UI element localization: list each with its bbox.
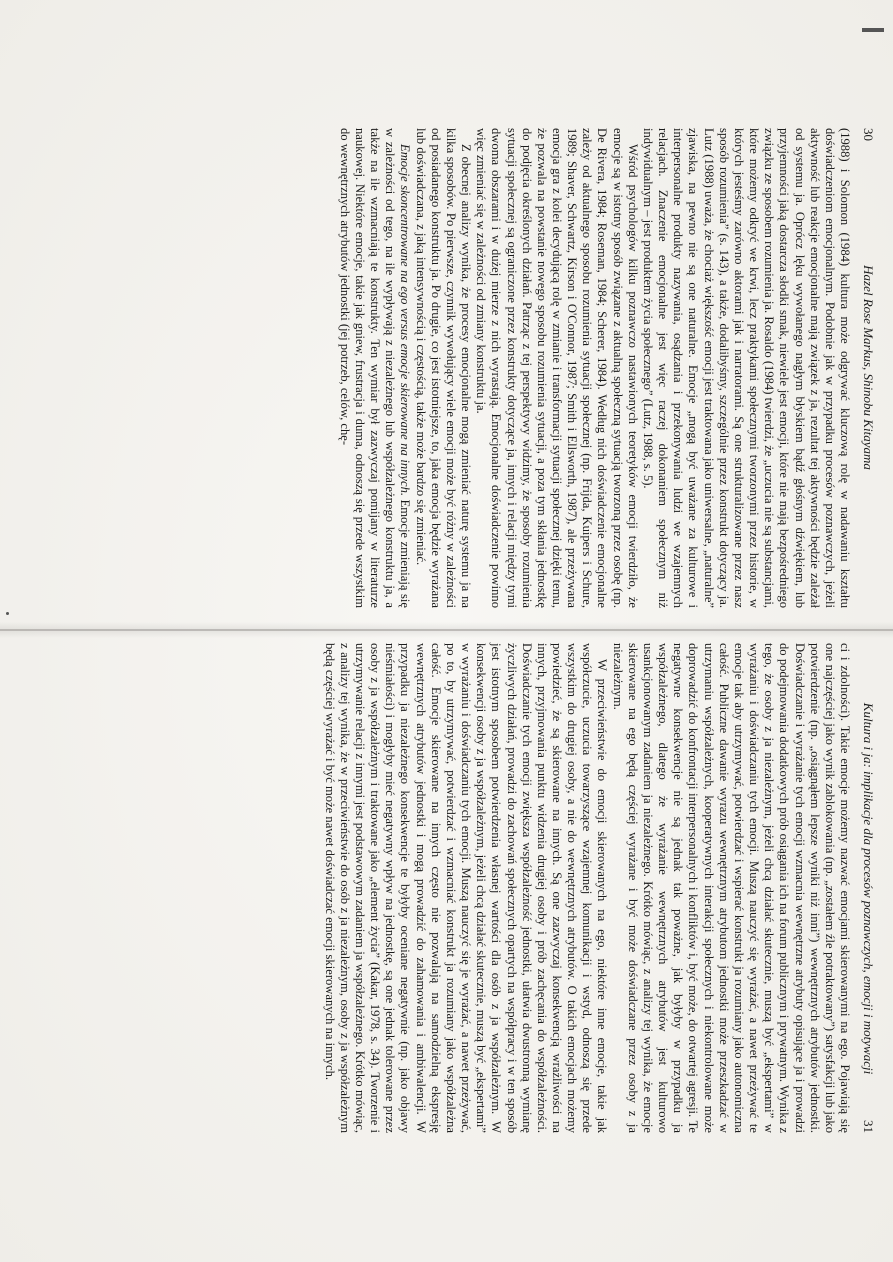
paragraph: W przeciwieństwie do emocji skierowanych na ego, niektóre inne emocje, takie jak współczucie, uczucia towarzyszące wzajemnej komunikacji i wstyd, odnoszą się przede wszystkim do drugiej osoby, a nie do wewnętrznych atrybutów. O takich emocjach możemy powiedzieć, że są skierowane na innych. Są one zazwyczaj konsekwencją wrażliwości na innych, przyjmowania punktu widzenia drugiej osoby i prób zachęcania do współzależności. Doświadczanie tych emocji zwiększa współzależność jednostki, ułatwia dwustronną wymianę życzliwych działań, prowadzi do zachowań społecznych opartych na współpracy i w ten sposób jest istotnym sposobem potwierdzenia własnej wartości dla osób z ja współzależnym. W konsekwencji osoby z ja współzależnym, jeżeli chcą działać skutecznie, muszą być „ekspertami” w wyrażaniu i doświadczaniu tych emocji. Muszą nauczyć się je wyrażać, a nawet przeżywać, po to, by utrzymywać, potwierdzać i wzmacniać konstrukt ja rozumiany jako współzależna całość. Emocje skierowane na innych często nie pozwalają na samodzielną ekspresję wewnętrznych atrybutów jednostki i mogą prowadzić do zahamowania i ambiwalencji. W przypadku ja niezależnego konsekwencje te byłyby oceniane negatywnie (np. jako objawy nieśmiałości) i mogłyby mieć negatywny wpływ na jednostkę, są one jednak tolerowane przez osoby z ja współzależnym i traktowane jako „element życia” (Kakar, 1978, s. 34). Tworzenie i utrzymywanie relacji z innymi jest podstawowym zadaniem ja współzależnego. Krótko mówiąc, z analizy tej wynika, że w przeciwieństwie do osób z ja niezależnym, osoby z ja współzależnym będą częściej wyrażać i być może nawet doświadczać emocji skierowanych na innych. xyxy=(322,643,610,1133)
page-30 xyxy=(0,0,893,629)
running-head: Kultura i ja: implikacje dla procesów poznawczych, emocji i motywacji xyxy=(861,702,876,1075)
page-30-header xyxy=(860,128,876,608)
page-number: 31 xyxy=(861,1119,876,1133)
page-30-body xyxy=(337,128,852,608)
page-31-body xyxy=(322,643,852,1133)
section-heading: Emocje skoncentrowane na ego versus emocje skierowane na innych. xyxy=(398,144,413,497)
page-fold xyxy=(0,629,893,631)
scan-artifact xyxy=(862,28,884,32)
paragraph: Z obecnej analizy wynika, że procesy emocjonalne mogą zmieniać naturę systemu ja na kilka sposobów. Po pierwsze, czynnik wywołujący wiele emocji może być różny w zależności od posiadanego konstruktu ja. Po drugie, co jest istotniejsze, to, jaka emocja będzie wyrażana lub doświadczana, z jaką intensywnością i częstością, także może bardzo się zmieniać. xyxy=(413,128,474,608)
paragraph: (1988) i Solomon (1984) kultura może odgrywać kluczową rolę w nadawaniu kształtu doświadczeniom emocjonalnym. Podobnie jak w przypadku procesów poznawczych, jeżeli aktywność lub reakcje emocjonalne mają związek z ja, rezultat tej aktywności będzie zależał od systemu ja. Oprócz lęku wywołanego nagłym błyskiem bądź głośnym dźwiękiem, lub przyjemności jaką dostarcza słodki smak, niewiele jest emocji, które nie mają bezpośredniego związku ze sposobem rozumienia ja. Rosaldo (1984) twierdzi, że „uczucia nie są substancjami, które możemy odkryć we krwi, lecz praktykami społecznymi tworzonymi przez historie, w których jesteśmy zarówno aktorami jak i narratorami. Są one strukturalizowane przez nasz sposób rozumienia” (s. 143), a także, dodalibyśmy, szczególnie przez konstrukt dotyczący ja. Lutz (1988) uważa, że chociaż większość emocji jest traktowana jako uniwersalne, „naturalne” zjawiska, na pewno nie są one naturalne. Emocje „mogą być uważane za kulturowe i interpersonalne produkty nazywania, osądzania i przekonywania ludzi we wzajemnych relacjach. Znaczenie emocjonalne jest więc raczej dokonaniem społecznym niż indywidualnym – jest produktem życia społecznego” (Lutz, 1988, s. 5). xyxy=(640,128,852,608)
section-paragraph xyxy=(337,128,413,608)
scan-artifact xyxy=(6,612,9,615)
paragraph: Wśród psychologów kilku poznawczo nastawionych teoretyków emocji twierdziło, że emocje są w istotny sposób związane z aktualną społeczną sytuacją tworzoną przez osobę (np. De Rivera, 1984; Roseman, 1984; Scherer, 1984). Według nich doświadczenie emocjonalne zależy od aktualnego sposobu rozumienia sytuacji społecznej (np. Frijda, Kuipers i Schure, 1989; Shaver, Schwartz, Kirson i O'Connor, 1987; Smith i Ellsworth, 1987), ale przeżywana emocja gra z kolei decydującą rolę w zmianie i transformacji sytuacji społecznej dzięki temu, że pozwala na powstanie nowego sposobu rozumienia sytuacji, a poza tym skłania jednostkę do podjęcia określonych działań. Patrząc z tej perspektywy widzimy, że sposoby rozumienia sytuacji społecznej są ograniczone przez konstrukty dotyczące ja, innych i relacji między tymi dwoma obszarami i w dużej mierze z nich wyrastają. Emocjonalne doświadczenie powinno więc zmieniać się w zależności od zmiany konstruktu ja. xyxy=(474,128,640,608)
page-31-header xyxy=(860,643,876,1133)
page-number: 30 xyxy=(861,128,876,141)
section-text: Emocje zmieniają się w zależności od tego, na ile wypływają z niezależnego lub współzależnego konstruktu ja, a także na ile wzmacniają te konstrukty. Ten wymiar był zazwyczaj pomijany w literaturze naukowej. Niektóre emocje, takie jak gniew, frustracja i duma, odnoszą się przede wszystkim do wewnętrznych atrybutów jednostki (jej potrzeb, celów, chę- xyxy=(337,128,413,608)
running-head: Hazel Rose Markus, Shinobu Kitayama xyxy=(861,265,876,470)
paragraph: ci i zdolności). Takie emocje możemy nazwać emocjami skierowanymi na ego. Pojawiają się one najczęściej jako wynik zablokowania (np. „zostałem źle potraktowany”) satysfakcji lub jako potwierdzenie (np. „osiągnąłem lepsze wyniki niż inni”) wewnętrznych atrybutów jednostki. Doświadczanie i wyrażanie tych emocji wzmacnia wewnętrzne atrybuty opisujące ja i prowadzi do podejmowania dodatkowych prób osiągania ich na forum publicznym i prywatnym. Wynika z tego, że osoby z ja niezależnym, jeżeli chcą działać skutecznie, muszą być „ekspertami” w wyrażaniu i doświadczaniu tych emocji. Muszą nauczyć się wyrażać, a nawet przeżywać te emocje tak aby utrzymywać, potwierdzać i wspierać konstrukt ja rozumiany jako autonomiczna całość. Publiczne dawanie wyrazu wewnętrznym atrybutom jednostki może przeszkadzać w utrzymaniu współzależnych, kooperatywnych interakcji społecznych i niekontrolowane może doprowadzić do konfrontacji interpersonalnych i konfliktów i, być może, do otwartej agresji. Te negatywne konsekwencje nie są jednak tak poważne, jak byłyby w przypadku ja współzależnego, dlatego że wyrażanie wewnętrznych atrybutów jest kulturowo usankcjonowanym zadaniem ja niezależnego. Krótko mówiąc, z analizy tej wynika, że emocje skierowane na ego będą częściej wyrażane i być może doświadczane przez osoby z ja niezależnym. xyxy=(610,643,852,1133)
page-31-text-block xyxy=(322,643,876,1133)
page-30-text-block xyxy=(337,128,876,608)
page-31 xyxy=(0,633,893,1262)
